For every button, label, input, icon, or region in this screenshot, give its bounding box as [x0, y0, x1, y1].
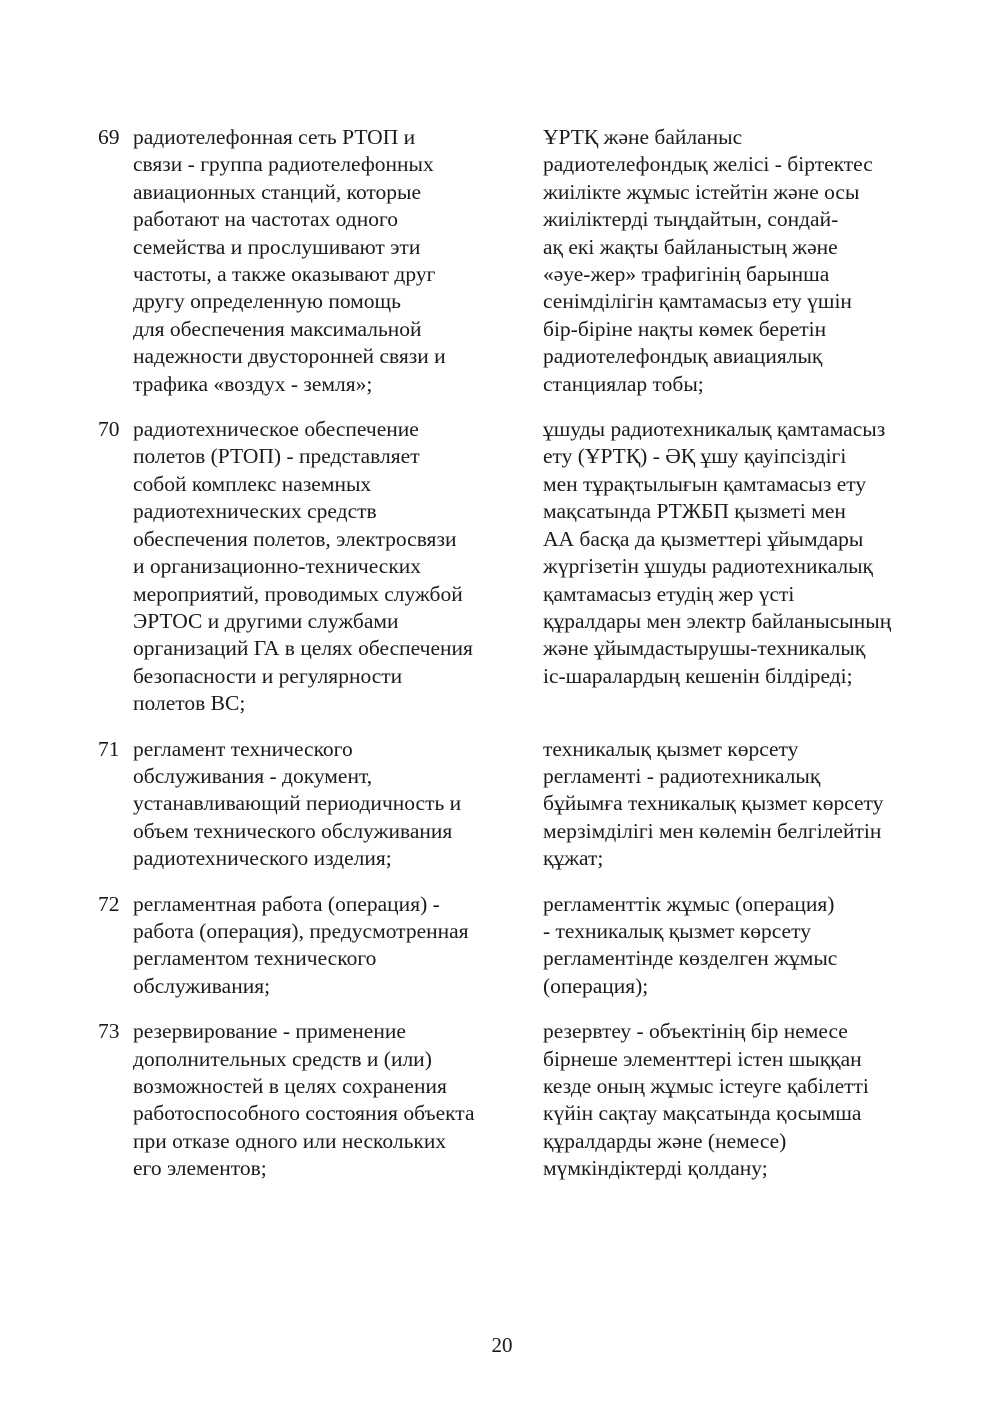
entry-number: 71 [98, 736, 120, 761]
entry-number: 73 [98, 1019, 120, 1044]
entry-number: 72 [98, 891, 120, 916]
glossary-entry-72 [98, 891, 928, 1001]
entry-number: 69 [98, 125, 120, 149]
glossary-entries [98, 124, 928, 1183]
entry-text-russian: регламент технического обслуживания - документ, устанавливающий периодичность и объем технического обслуживания радиотехнического изделия; [133, 736, 462, 871]
entry-text-kazakh: ұшуды радиотехникалық қамтамасыз ету (ҰРТҚ) - ӘҚ ұшу қауіпсіздігі мен тұрақтылығын қамтамасыз ету мақсатында РТЖБП қызметі мен АА басқа да қызметтері ұйымдары жүргізетін ұшуды радиотехникалық қамтамасыз етудің жер үсті құралдары мен электр байланысының және ұйымдастырушы-техникалық іс-шаралардың кешенін білдіреді; [543, 417, 892, 688]
glossary-entry-69 [98, 124, 928, 398]
glossary-entry-70 [98, 416, 928, 717]
entry-text-russian: радиотелефонная сеть РТОП и связи - группа радиотелефонных авиационных станций, которые работают на частотах одного семейства и прослушивают эти частоты, а также оказывают друг другу определенную помощь для обеспечения максимальной надежности двусторонней связи и трафика «воздух - земля»; [133, 125, 446, 396]
glossary-entry-71 [98, 736, 928, 873]
entry-text-kazakh: техникалық қызмет көрсету регламенті - радиотехникалық бұйымға техникалық қызмет көрсету мерзімділігі мен көлемін белгілейтін құжат; [543, 736, 884, 871]
entry-text-russian: радиотехническое обеспечение полетов (РТОП) - представляет собой комплекс наземных радиотехнических средств обеспечения полетов, электросвязи и организационно-технических мероприятий, проводимых службой ЭРТОС и другими службами организаций ГА в целях обеспечения безопасности и регулярности полетов ВС; [133, 417, 473, 716]
glossary-entry-73 [98, 1018, 928, 1182]
page-number: 20 [491, 1333, 513, 1357]
entry-text-kazakh: резервтеу - объектінің бір немесе бірнеше элементтері істен шыққан кезде оның жұмыс істеуге қабілетті күйін сақтау мақсатында қосымша құралдарды және (немесе) мүмкіндіктерді қолдану; [543, 1019, 869, 1181]
entry-text-kazakh: ҰРТҚ және байланыс радиотелефондық желісі - біртектес жиілікте жұмыс істейтін және осы жиіліктерді тыңдайтын, сондай- ақ екі жақты байланыстың және «әуе-жер» трафигінің барынша сенімділігін қамтамасыз ету үшін бір-біріне нақты көмек беретін радиотелефондық авиациялық станциялар тобы; [543, 125, 873, 396]
entry-text-kazakh: регламенттік жұмыс (операция) - техникалық қызмет көрсету регламентінде көзделген жұмыс (операция); [543, 891, 838, 998]
entry-number: 70 [98, 417, 120, 442]
entry-text-russian: регламентная работа (операция) - работа (операция), предусмотренная регламентом технического обслуживания; [133, 891, 469, 998]
entry-text-russian: резервирование - применение дополнительных средств и (или) возможностей в целях сохранения работоспособного состояния объекта при отказе одного или нескольких его элементов; [133, 1019, 475, 1181]
